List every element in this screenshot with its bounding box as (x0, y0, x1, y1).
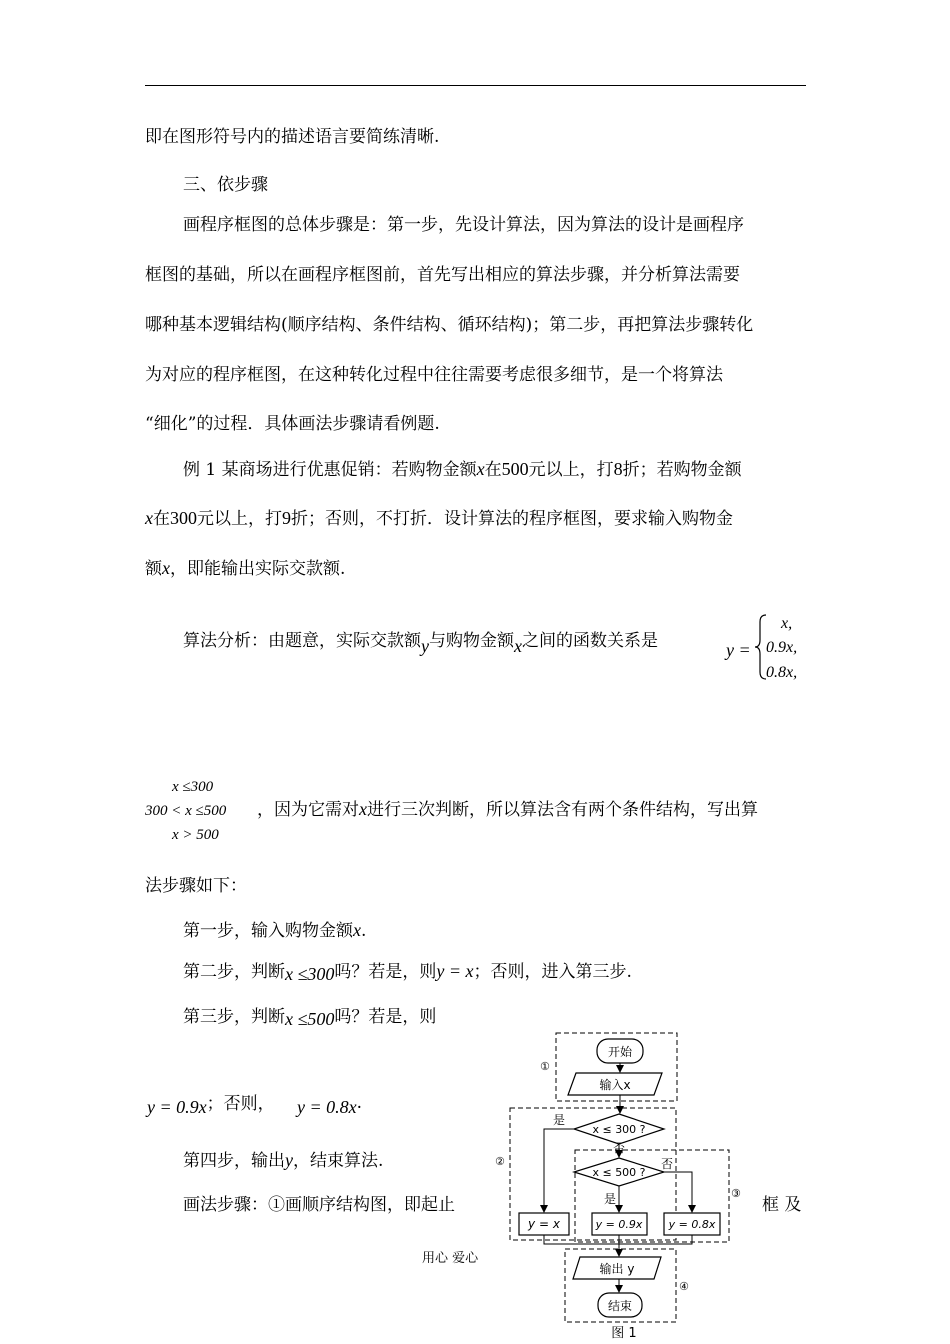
analysis-text: 与购物金额 (429, 631, 514, 651)
math-var: x (353, 920, 361, 940)
example-text: 在 (153, 509, 170, 529)
paragraph-line: 框图的基础，所以在画程序框图前，首先写出相应的算法步骤，并分析算法需要 (145, 265, 740, 285)
input-label: 输入x (599, 1078, 631, 1092)
start-label: 开始 (607, 1045, 633, 1059)
paragraph-line: 为对应的程序框图，在这种转化过程中往往需要考虑很多细节，是一个将算法 (145, 365, 723, 385)
condition-3: x > 500 (172, 827, 219, 843)
page-footer: 用心 爱心 (422, 1251, 479, 1266)
yes-label-1: 是 (553, 1113, 566, 1127)
group-mark-2: ② (495, 1155, 505, 1168)
paragraph-line: “细化”的过程．具体画法步骤请看例题. (145, 414, 440, 434)
math-var: x (359, 799, 367, 819)
example-text: 在 (484, 460, 502, 480)
number: 9 (282, 508, 291, 528)
step-text: ，结束算法. (293, 1151, 384, 1171)
math-var: y (421, 636, 429, 656)
step-text: · (356, 1098, 363, 1118)
number: 8 (613, 459, 623, 479)
step-text: 第四步，输出 (183, 1151, 285, 1171)
output-label: 输出 y (599, 1262, 635, 1276)
step-text: 第一步，输入购物金额 (183, 921, 353, 941)
piecewise-case-1: x, (781, 615, 793, 632)
step-text: 第二步，判断 (183, 962, 285, 982)
piecewise-case-3: 0.8x, (766, 664, 798, 681)
paragraph-line: 画程序框图的总体步骤是：第一步，先设计算法，因为算法的设计是画程序 (183, 215, 744, 235)
decision-2-label: x ≤ 500 ? (592, 1166, 646, 1179)
section-heading: 三、依步骤 (183, 175, 268, 195)
analysis-text: ，因为它需对 (257, 800, 359, 820)
condition-2: 300 < x ≤500 (145, 803, 227, 819)
example-text: 元以上，打 (197, 509, 282, 529)
number: 500 (501, 459, 529, 479)
step-text: . (361, 921, 367, 941)
math-var: x (162, 558, 170, 578)
no-label-1: 否 (612, 1141, 626, 1155)
group-mark-3: ③ (731, 1187, 741, 1200)
analysis-text: 进行三次判断，所以算法含有两个条件结构，写出算 (367, 800, 758, 820)
decision-1-label: x ≤ 300 ? (592, 1123, 646, 1136)
step-text: 吗？若是，则 (334, 962, 437, 982)
step-text: 吗？若是，则 (334, 1007, 437, 1027)
math-expr: y = x (436, 961, 474, 981)
step-text: ；否则， (206, 1094, 275, 1114)
math-var: y (285, 1150, 293, 1170)
analysis-text: 之间的函数关系是 (522, 631, 658, 651)
paragraph-line: 法步骤如下： (145, 876, 247, 896)
example-text: 折；若购物金额 (622, 460, 742, 480)
piecewise-case-2: 0.9x, (766, 639, 798, 656)
number: 300 (170, 508, 197, 528)
process-3-label: y = 0.8x (668, 1218, 716, 1231)
step-text: ；否则，进入第三步. (473, 962, 632, 982)
condition-1: x ≤300 (172, 779, 214, 795)
yes-label-2: 是 (604, 1192, 617, 1206)
group-mark-1: ① (540, 1060, 550, 1073)
example-text: 元以上，打 (528, 460, 614, 480)
math-expr: x ≤300 (285, 964, 335, 984)
math-var: x (476, 459, 485, 479)
end-label: 结束 (607, 1299, 633, 1313)
paragraph-line: 即在图形符号内的描述语言要简练清晰. (145, 127, 440, 147)
example-text: 额 (145, 559, 162, 579)
group-mark-4: ④ (679, 1280, 689, 1293)
math-expr: x ≤500 (285, 1009, 335, 1029)
process-1-label: y = x (528, 1217, 560, 1231)
analysis-text: 算法分析：由题意，实际交款额 (183, 631, 421, 651)
figure-caption: 图 1 (611, 1326, 637, 1341)
math-var: x (145, 508, 153, 528)
process-2-label: y = 0.9x (595, 1218, 643, 1231)
example-text: ，即能输出实际交款额. (170, 559, 346, 579)
drawing-steps-line: 画法步骤：①画顺序结构图，即起止 (183, 1195, 455, 1215)
piecewise-lhs: y = (726, 640, 751, 660)
step-text: 第三步，判断 (183, 1007, 285, 1027)
example-text: 例 1 某商场进行优惠促销：若购物金额 (183, 460, 477, 480)
example-text: 折；否则，不打折．设计算法的程序框图，要求输入购物金 (291, 509, 733, 529)
no-label-2: 否 (661, 1157, 674, 1171)
math-var: x (514, 636, 522, 656)
math-expr: y = 0.8x (297, 1097, 357, 1117)
drawing-steps-line-tail: 框 及 (762, 1195, 802, 1215)
paragraph-line: 哪种基本逻辑结构(顺序结构、条件结构、循环结构)；第二步，再把算法步骤转化 (145, 315, 754, 335)
math-expr: y = 0.9x (147, 1097, 207, 1117)
